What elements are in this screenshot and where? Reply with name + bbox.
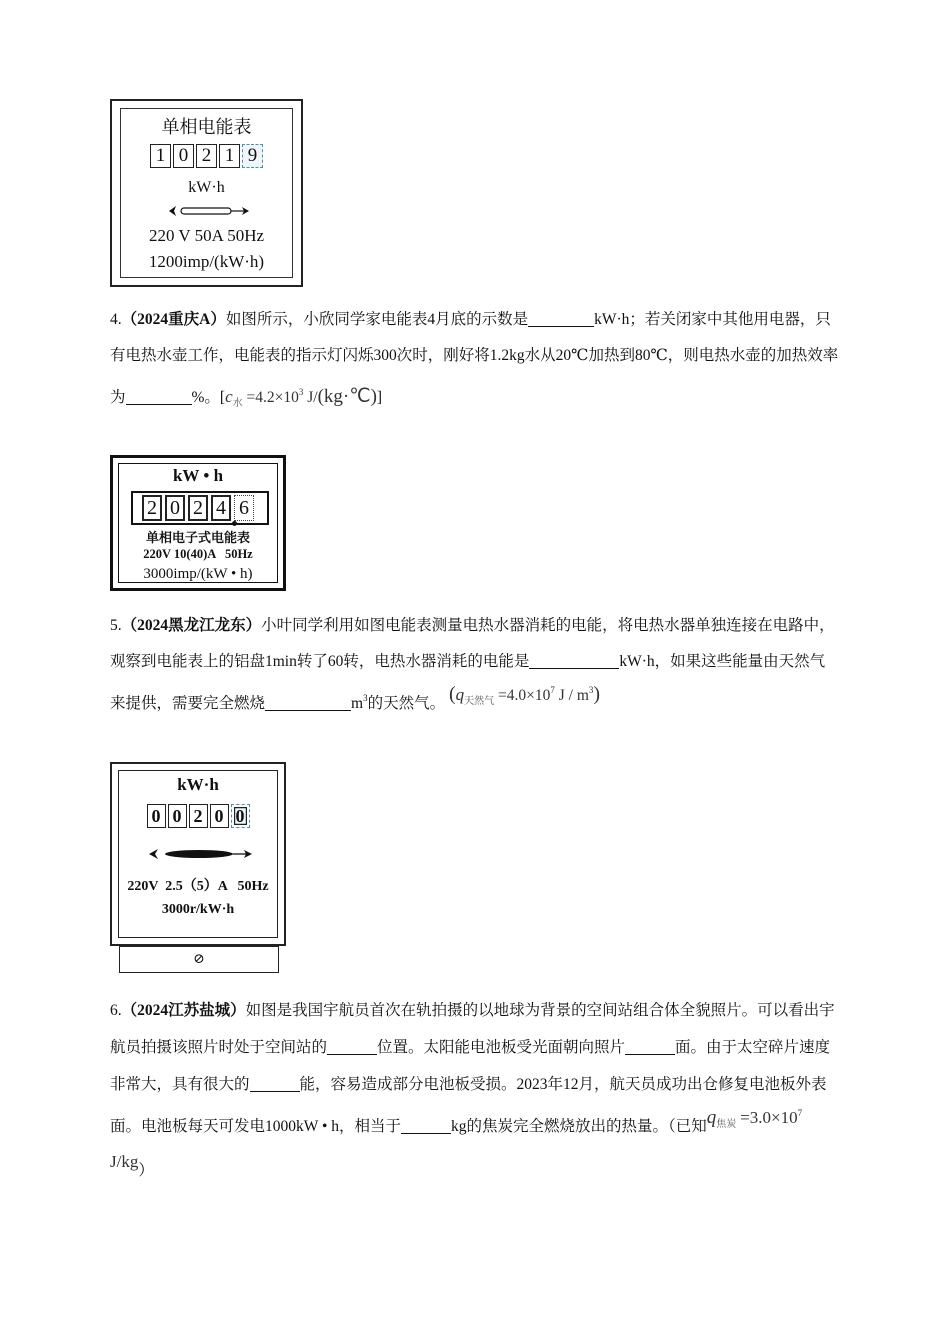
meter-digit: 4	[211, 495, 231, 521]
question-number: 6.	[110, 1002, 122, 1019]
meter-imp: 3000imp/(kW • h)	[143, 566, 253, 582]
answer-blank[interactable]	[265, 692, 351, 711]
unit-exp: 3	[363, 693, 368, 703]
formula-exp: 7	[797, 1108, 803, 1118]
question-text: ）	[138, 1162, 154, 1179]
formula-eq: =4.2×10	[246, 389, 299, 406]
meter-inner-frame	[118, 463, 278, 583]
question-text: 如图是我国宇航员首次在轨拍摄的以地球为背景的空间站组合体全貌照片。可以看出宇航员拍摄该照片时处于空间站的	[110, 1002, 835, 1056]
answer-blank[interactable]	[528, 308, 594, 327]
meter-digit: 2	[188, 495, 208, 521]
formula-eq: =3.0×10	[740, 1108, 798, 1127]
meter-spec: 220V 10(40)A 50Hz	[143, 547, 253, 561]
formula-sub: 水	[232, 398, 243, 409]
formula-unit: J/kg	[110, 1152, 139, 1171]
meter-unit: kW • h	[172, 466, 224, 485]
answer-blank[interactable]	[126, 386, 192, 405]
meter-digit: 1	[219, 144, 240, 168]
question-text: %。[	[191, 389, 226, 406]
formula-var: q	[706, 1107, 717, 1128]
meter-digit: 0	[173, 144, 194, 168]
electric-meter-figure-2	[110, 455, 286, 591]
meter-title: 单相电能表	[161, 117, 252, 137]
meter-digits	[121, 144, 292, 168]
question-5	[110, 608, 840, 728]
meter-digit: 2	[196, 144, 217, 168]
terminal-symbol-icon: ⊘	[193, 952, 205, 967]
question-number: 5.	[110, 617, 122, 634]
formula-eq: =4.0×10	[498, 687, 551, 704]
formula-unit: (kg·℃)	[317, 386, 377, 407]
electric-meter-figure-1	[110, 99, 303, 287]
question-text: kW·h，如果这些能量由天然气来提供，需要完全燃烧	[110, 653, 826, 712]
meter-digit-decimal: 0	[231, 804, 250, 828]
formula-exp: 3	[298, 387, 304, 397]
meter-digit: 0	[210, 804, 229, 828]
question-source: （2024黑龙江龙东）	[121, 617, 262, 634]
answer-blank[interactable]	[625, 1036, 675, 1055]
formula-sub: 天然气	[464, 696, 495, 707]
meter-digit-decimal: 9	[242, 144, 263, 168]
meter-inner-frame	[118, 770, 278, 938]
answer-blank[interactable]	[401, 1115, 451, 1134]
meter-digit: 0	[168, 804, 187, 828]
decimal-point-dot	[232, 521, 237, 526]
meter-title: 单相电子式电能表	[145, 530, 250, 545]
formula-sub: 焦炭	[716, 1119, 737, 1130]
rotating-disc-icon	[169, 205, 251, 217]
question-text: kg的焦炭完全燃烧放出的热量。（已知	[451, 1118, 707, 1135]
question-text: 位置。太阳能电池板受光面朝向照片	[377, 1039, 626, 1056]
meter-base	[119, 946, 279, 973]
formula-unit: J / m	[554, 687, 589, 704]
question-4	[110, 302, 840, 422]
meter-digit: 0	[165, 495, 185, 521]
question-number: 4.	[110, 311, 122, 328]
answer-blank[interactable]	[327, 1036, 377, 1055]
specific-heat-formula	[225, 386, 377, 409]
meter-digit: 0	[147, 804, 166, 828]
answer-blank[interactable]	[529, 650, 619, 669]
meter-unit: kW·h	[188, 179, 225, 196]
question-text: 小叶同学利用如图电能表测量电热水器消耗的电能，将电热水器单独连接在电路中，观察到电能表上的铝盘1min转了60转，电热水器消耗的电能是	[110, 617, 835, 670]
meter-rev: 3000r/kW·h	[161, 902, 235, 917]
meter-digit-decimal: 6	[234, 495, 254, 521]
electric-meter-figure-3	[110, 762, 286, 946]
formula-unit-exp: 3	[588, 685, 594, 695]
meter-spec: 220V 2.5（5）A 50Hz	[127, 879, 269, 894]
meter-digits	[119, 495, 277, 521]
formula-exp: 7	[550, 685, 555, 695]
question-text: ]	[376, 389, 383, 406]
question-text: 能，容易造成部分电池板受损。2023年12月，航天员成功出仓修复电池板外表面。电池板每天可发电1000kW • h，相当于	[110, 1076, 827, 1135]
question-text: 面。由于太空碎片速度非常大，具有很大的	[110, 1039, 831, 1093]
question-source: （2024江苏盐城）	[121, 1002, 246, 1019]
meter-digits	[119, 804, 277, 828]
question-text: kW·h；若关闭家中其他用电器，只有电热水壶工作，电能表的指示灯闪烁300次时，刚好将1.2kg水从20℃加热到80℃，则电热水壶的加热效率为	[110, 311, 839, 406]
meter-digit: 1	[150, 144, 171, 168]
answer-blank[interactable]	[250, 1073, 300, 1092]
formula-var: q	[455, 685, 465, 704]
rotating-disc-icon	[149, 847, 254, 861]
meter-spec: 220 V 50A 50Hz	[148, 226, 265, 245]
formula-unit: J/	[303, 389, 318, 406]
heat-value-formula: ($q_{天然气} =4.0\times 10^7$ J / $m^3$)	[448, 683, 601, 707]
question-text: 如图所示，小欣同学家电能表4月底的示数是	[225, 311, 529, 328]
meter-unit: kW·h	[177, 775, 219, 794]
meter-digit: 2	[189, 804, 208, 828]
meter-imp: 1200imp/(kW·h)	[148, 252, 265, 271]
question-text: 的天然气。	[367, 695, 446, 712]
question-source: （2024重庆A）	[121, 311, 226, 328]
question-text: m	[351, 695, 364, 712]
question-6	[110, 992, 840, 1189]
meter-digit: 2	[142, 495, 162, 521]
meter-inner-frame	[120, 108, 293, 278]
formula-var: c	[225, 387, 233, 406]
